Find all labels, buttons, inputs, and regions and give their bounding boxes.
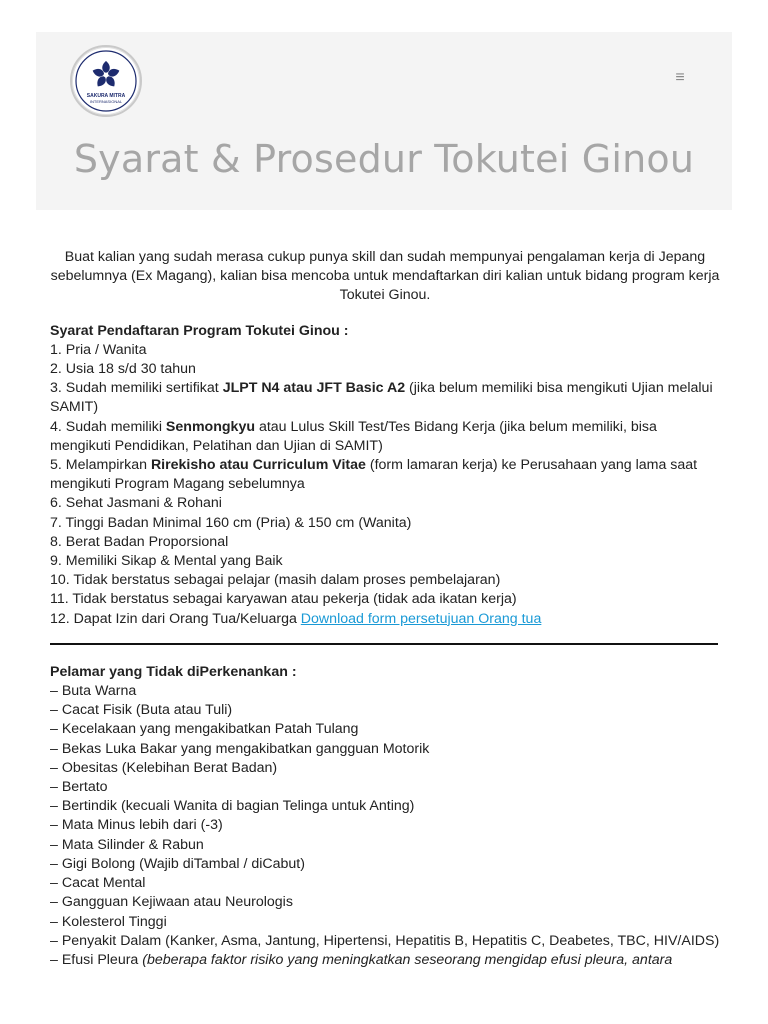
list-item: 3. Sudah memiliki sertifikat JLPT N4 atau JFT Basic A2 (jika belum memiliki bisa mengikuti Ujian melalui SAMIT) [50, 380, 713, 416]
list-item: – Gigi Bolong (Wajib diTambal / diCabut) [50, 855, 305, 872]
list-item: 5. Melampirkan Rirekisho atau Curriculum Vitae (form lamaran kerja) ke Perusahaan yang lama saat mengikuti Program Magang sebelumnya [50, 457, 698, 493]
list-item: 9. Memiliki Sikap & Mental yang Baik [50, 553, 283, 570]
list-item: – Mata Silinder & Rabun [50, 836, 204, 853]
article-content [50, 248, 720, 970]
list-item: – Cacat Mental [50, 875, 146, 892]
logo-brand-line2: INTERNASIONAL [89, 99, 123, 104]
list-item: 2. Usia 18 s/d 30 tahun [50, 361, 196, 378]
list-item: – Kecelakaan yang mengakibatkan Patah Tulang [50, 721, 359, 738]
senmongkyu-highlight: Senmongkyu [165, 418, 256, 435]
list-item: – Mata Minus lebih dari (-3) [50, 817, 223, 834]
page-title: Syarat & Prosedur Tokutei Ginou [73, 137, 695, 181]
site-logo[interactable] [70, 45, 142, 117]
exclusions-list [50, 682, 720, 970]
list-item: – Bertindik (kecuali Wanita di bagian Telinga untuk Anting) [50, 798, 415, 815]
requirements-list [50, 341, 720, 629]
list-item: 11. Tidak berstatus sebagai karyawan atau pekerja (tidak ada ikatan kerja) [50, 591, 517, 608]
exclusions-title: Pelamar yang Tidak diPerkenankan : [50, 663, 297, 680]
site-header [36, 32, 732, 210]
list-item: 10. Tidak berstatus sebagai pelajar (masih dalam proses pembelajaran) [50, 572, 501, 589]
list-item: – Kolesterol Tinggi [50, 913, 167, 930]
sakura-flower-icon [72, 47, 140, 115]
intro-paragraph: Buat kalian yang sudah merasa cukup punya skill dan sudah mempunyai pengalaman kerja di Jepang sebelumnya (Ex Magang), kalian bisa mencoba untuk mendaftarkan diri kalian untuk bidang program kerja Tokutei Ginou. [50, 249, 720, 304]
list-item: 4. Sudah memiliki Senmongkyu atau Lulus Skill Test/Tes Bidang Kerja (jika belum memiliki, bisa mengikuti Pendidikan, Pelatihan dan Ujian di SAMIT) [50, 418, 657, 454]
list-item: – Obesitas (Kelebihan Berat Badan) [50, 759, 278, 776]
cv-highlight: Rirekisho atau Curriculum Vitae [150, 457, 366, 474]
list-item: – Efusi Pleura (beberapa faktor risiko yang meningkatkan seseorang mengidap efusi pleura, antara [50, 951, 673, 968]
list-item: 1. Pria / Wanita [50, 341, 147, 358]
list-item: – Cacat Fisik (Buta atau Tuli) [50, 702, 233, 719]
hamburger-menu-icon[interactable]: ≡ [675, 69, 685, 86]
list-item: – Bertato [50, 779, 108, 796]
logo-brand-line1: SAKURA MITRA [86, 93, 126, 99]
list-item: – Buta Warna [50, 683, 137, 700]
download-parent-consent-link[interactable]: Download form persetujuan Orang tua [300, 610, 542, 627]
list-item: – Bekas Luka Bakar yang mengakibatkan gangguan Motorik [50, 740, 430, 757]
list-item: 8. Berat Badan Proporsional [50, 533, 229, 550]
list-item: – Gangguan Kejiwaan atau Neurologis [50, 894, 293, 911]
list-item: 12. Dapat Izin dari Orang Tua/Keluarga Download form persetujuan Orang tua [50, 610, 542, 627]
efusi-pleura-note: (beberapa faktor risiko yang meningkatkan seseorang mengidap efusi pleura, antara [142, 951, 673, 968]
section-divider [50, 643, 718, 645]
requirements-title: Syarat Pendaftaran Program Tokutei Ginou : [50, 322, 349, 339]
list-item: – Penyakit Dalam (Kanker, Asma, Jantung, Hipertensi, Hepatitis B, Hepatitis C, Deabetes, TBC, HIV/AIDS) [50, 932, 720, 949]
certificate-highlight: JLPT N4 atau JFT Basic A2 [222, 380, 406, 397]
list-item: 7. Tinggi Badan Minimal 160 cm (Pria) & 150 cm (Wanita) [50, 514, 412, 531]
list-item: 6. Sehat Jasmani & Rohani [50, 495, 222, 512]
